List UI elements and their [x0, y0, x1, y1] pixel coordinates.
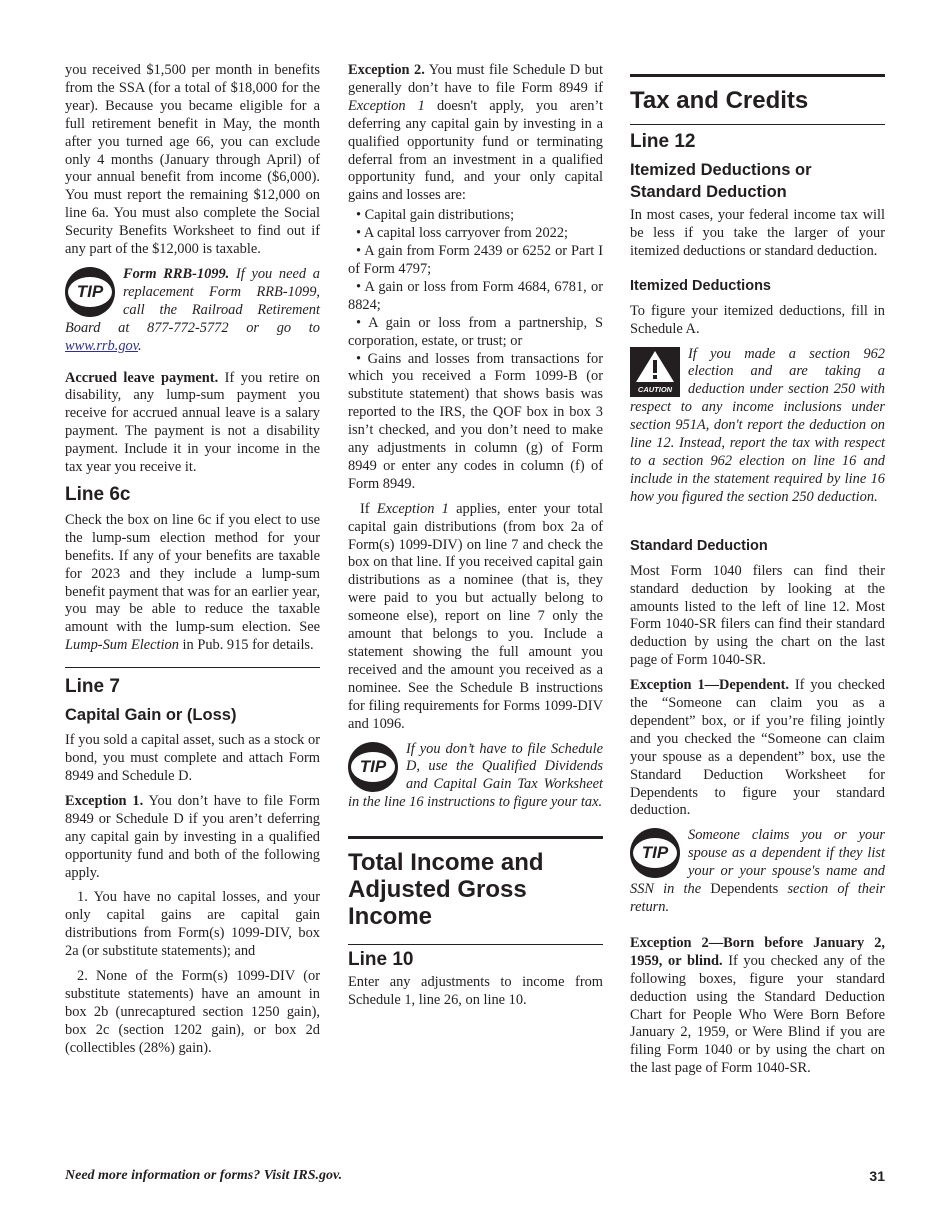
exception-1-dependent-paragraph: Exception 1—Dependent. If you checked the “Someone can claim you as a dependent” box, or if you’re filing jointly and you checked the “Someone can claim your spouse as a dependent” box, use the Standard Deduction Worksheet for Dependents to figure your standard deduction.	[630, 677, 885, 819]
list-item: • A gain or loss from Form 4684, 6781, or 8824;	[348, 278, 603, 313]
tip-title: Form RRB-1099.	[123, 265, 230, 282]
line-6c-paragraph: Check the box on line 6c if you elect to use the lump-sum election method for your benefits. If any of your benefits are taxable for 2023 and they include a lump-sum benefit payment that was for an earlier year, you may be able to reduce the taxable amount with the lump-sum election. See Lump-Sum Election in Pub. 915 for details.	[65, 511, 320, 654]
capital-gain-heading: Capital Gain or (Loss)	[65, 706, 237, 725]
divider	[65, 667, 320, 676]
line-12-paragraph: In most cases, your federal income tax will be less if you take the larger of your itemized deductions or standard deduction.	[630, 207, 885, 259]
itemized-deductions-heading: Itemized Deductions	[630, 277, 771, 294]
list-item: • A gain or loss from a partnership, S corporation, estate, or trust; or	[348, 314, 603, 349]
section-divider	[348, 836, 603, 849]
line-6c-heading: Line 6c	[65, 483, 131, 505]
line-7-heading: Line 7	[65, 676, 120, 698]
divider	[630, 124, 885, 131]
caution-section-962: CAUTION If you made a section 962 election and are taking a deduction under section 250 with respect to any income inclusions under section 951A, don't report the deduction on line 12. Instead, report the tax with respect to a section 962 election on line 16 and include in the statement required by line 16 how you figured the section 250 deduction.	[630, 345, 885, 505]
exception-2-paragraph: Exception 2. You must file Schedule D but generally don’t have to file Form 8949 if Exception 1 doesn't apply, you aren’t deferring any capital gain by investing in a qualified opportunity fund or terminating deferral from an investment in a qualified opportunity fund, and your only capital gains and losses are:	[348, 62, 603, 204]
standard-deduction-heading: Standard Deduction	[630, 537, 768, 554]
exception-1-item-2: 2. None of the Form(s) 1099-DIV (or substitute statements) have an amount in box 2b (unrecaptured section 1250 gain), box 2c (section 1202 gain), or box 2d (collectibles (28%) gain).	[65, 968, 320, 1056]
exception-2-born-paragraph: Exception 2—Born before January 2, 1959, or blind. If you checked any of the following boxes, figure your standard deduction using the Standard Deduction Chart for People Who Were Born Before January 2, 1959, or Were Blind if you are filing Form 1040 or by using the chart on the last page of Form 1040-SR.	[630, 934, 885, 1077]
tip-icon: TIP	[630, 828, 680, 878]
caution-icon: CAUTION	[630, 347, 680, 397]
rrb-link[interactable]: www.rrb.gov	[65, 337, 139, 354]
list-item: • Capital gain distributions;	[356, 207, 515, 224]
itemized-or-standard-heading: Itemized Deductions or Standard Deduction	[630, 161, 812, 201]
tip-icon: TIP	[65, 267, 115, 317]
column-2	[348, 62, 603, 1017]
tax-credits-heading: Tax and Credits	[630, 87, 809, 114]
line-12-heading: Line 12	[630, 131, 696, 152]
section-divider	[630, 74, 885, 87]
tip-text: If you need a replacement Form RRB-1099, call the Railroad Retirement Board at 877-772-5772 or go to	[65, 265, 320, 336]
tip-icon: TIP	[348, 742, 398, 792]
exception-1-paragraph: Exception 1. You don’t have to file Form 8949 or Schedule D if you aren’t deferring any capital gain by investing in a qualified opportunity fund and both of the following apply.	[65, 792, 320, 881]
column-3	[630, 74, 885, 1085]
list-item: • Gains and losses from transactions for which you received a Form 1099-B (or substitute statement) that shows basis was reported to the IRS, the QOF box in box 3 isn’t checked, and you don’t need to make any adjustments in column (g) of Form 8949 or enter any codes in column (f) of Form 8949.	[348, 350, 603, 492]
footer-text: Need more information or forms? Visit IRS.gov.	[65, 1168, 343, 1183]
line-10-paragraph: Enter any adjustments to income from Schedule 1, line 26, on line 10.	[348, 974, 603, 1009]
list-item: • A gain from Form 2439 or 6252 or Part I of Form 4797;	[348, 243, 604, 277]
if-exception-1-paragraph: If Exception 1 applies, enter your total capital gain distributions (from box 2a of Form(s) 1099-DIV) on line 7 and check the box on that line. If you received capital gain distributions as a nominee (that is, they were paid to you but actually belong to someone else), report on line 7 only the amount that belongs to you. Include a statement showing the full amount you received and the amount you received as a nominee. See the Schedule B instructions for filing requirements for Forms 1099-DIV and 1096.	[348, 500, 603, 732]
line-7-paragraph: If you sold a capital asset, such as a stock or bond, you must complete and attach Form 8949 and Schedule D.	[65, 732, 320, 784]
tip-qualified-dividends: TIP If you don’t have to file Schedule D, use the Qualified Dividends and Capital Gain Tax Worksheet in the line 16 instructions to figure your tax.	[348, 740, 603, 811]
standard-paragraph: Most Form 1040 filers can find their standard deduction by looking at the amounts listed to the left of line 12. Most Form 1040-SR filers can find their standard deduction by using the chart on the last page of Form 1040-SR.	[630, 562, 885, 669]
column-1	[65, 62, 320, 1065]
list-item: • A capital loss carryover from 2022;	[356, 225, 569, 242]
itemized-paragraph: To figure your itemized deductions, fill in Schedule A.	[630, 302, 885, 337]
exception-1-item-1: 1. You have no capital losses, and your only capital gains are capital gain distributions from Form(s) 1099-DIV, box 2a (or substitute statements); and	[65, 889, 320, 960]
tip-rrb-1099: TIP Form RRB-1099. If you need a replacement Form RRB-1099, call the Railroad Retirement Board at 877-772-5772 or go to www.rrb.gov.	[65, 265, 320, 354]
ssa-paragraph: you received $1,500 per month in benefits from the SSA (for a total of $18,000 for the year). Because you became eligible for a full retirement benefit in May, the month after you turned age 66, you can exclude only 4 months (January through April) of your annual benefit from income ($6,000). You must report the remaining $12,000 on line 6a. You must also complete the Social Security Benefits Worksheet to find out if any part of the $12,000 is taxable.	[65, 62, 320, 258]
page-number: 31	[869, 1168, 885, 1184]
tip-dependent: TIP Someone claims you or your spouse as a dependent if they list your or your spouse's name and SSN in the Dependents section of their return.	[630, 827, 885, 915]
total-income-heading: Total Income and Adjusted Gross Income	[348, 849, 544, 931]
accrued-leave-paragraph: Accrued leave payment. If you retire on disability, any lump-sum payment you receive for accrued annual leave is a salary payment. The payment is not a disability payment. Include it in your income in the tax year you receive it.	[65, 369, 320, 476]
line-10-heading: Line 10	[348, 949, 414, 971]
